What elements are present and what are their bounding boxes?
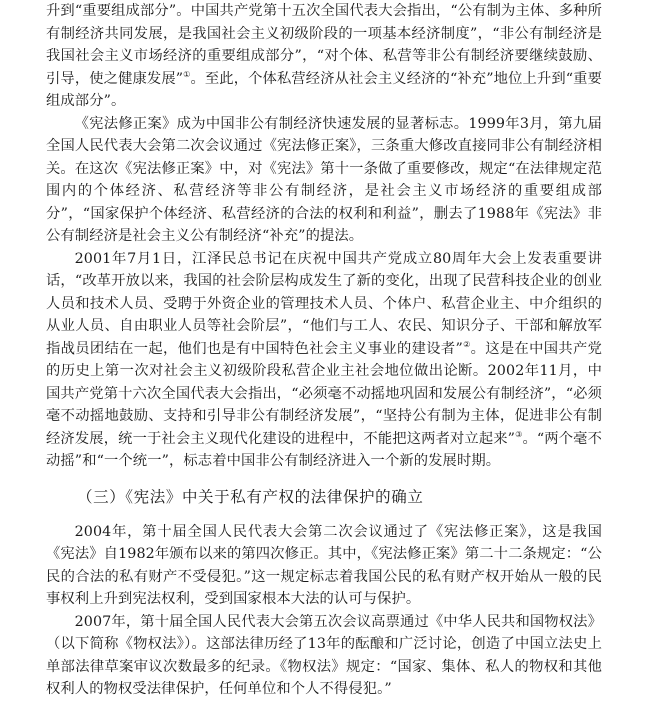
paragraph-text-tail: 。至此，个体私营经济从社会主义经济的“补充”地位上升到“重要组成部分”。 [46, 70, 602, 109]
paragraph-continued [46, 0, 602, 113]
paragraph-property-law-2007: 2007年，第十届全国人民代表大会第五次会议高票通过《中华人民共和国物权法》（以下简称《物权法》）。这部法律历经了13年的酝酿和广泛讨论，创造了中国立法史上单部法律草案审议次数最多的纪录。《物权法》规定：“国家、集体、私人的物权和其他权利人的物权受法律保护，任何单位和个人不得侵犯。” [46, 613, 602, 697]
paragraph-amendment-2004: 2004年，第十届全国人民代表大会第二次会议通过了《宪法修正案》，这是我国《宪法》自1982年颁布以来的第四次修正。其中，《宪法修正案》第二十二条规定：“公民的合法的私有财产不受侵犯。”这一规定标志着我国公民的私有财产权开始从一般的民事权利上升到宪法权利，受到国家根本大法的认可与保护。 [46, 523, 602, 607]
footnote-marker-1[interactable]: ① [183, 69, 191, 79]
paragraph-text: 升到“重要组成部分”。中国共产党第十五次全国代表大会指出，“公有制为主体、多种所有制经济共同发展，是我国社会主义初级阶段的一项基本经济制度”，“非公有制经济是我国社会主义市场经济的重要组成部分”，“对个体、私营等非公有制经济要继续鼓励、引导，使之健康发展” [46, 3, 602, 87]
paragraph-text: 2001年7月1日，江泽民总书记在庆祝中国共产党成立80周年大会上发表重要讲话，“改革开放以来，我国的社会阶层构成发生了新的变化，出现了民营科技企业的创业人员和技术人员、受聘于外资企业的管理技术人员、个体户、私营企业主、中介组织的从业人员、自由职业人员等社会阶层”，“他们与工人、农民、知识分子、干部和解放军指战员团结在一起，他们也是有中国特色社会主义事业的建设者” [46, 250, 602, 357]
footnote-marker-3[interactable]: ③ [515, 429, 523, 439]
footnote-marker-2[interactable]: ② [462, 339, 471, 349]
paragraph-text-middle: 。这是在中国共产党的历史上第一次对社会主义初级阶段私营企业主社会地位做出论断。2002年11月，中国共产党第十六次全国代表大会指出，“必须毫不动摇地巩固和发展公有制经济”，“必须毫不动摇地鼓励、支持和引导非公有制经济发展”，“坚持公有制为主体，促进非公有制经济发展，统一于社会主义现代化建设的进程中，不能把这两者对立起来” [46, 340, 602, 447]
document-page [46, 0, 602, 701]
section-heading: （三）《宪法》中关于私有产权的法律保护的确立 [77, 487, 424, 506]
paragraph-text-tail: 。“两个毫不动摇”和“一个统一”，标志着中国非公有制经济进入一个新的发展时期。 [46, 430, 602, 469]
paragraph-speech-2001 [46, 248, 602, 473]
paragraph-constitution-amendment-1999: 《宪法修正案》成为中国非公有制经济快速发展的显著标志。1999年3月，第九届全国人民代表大会第二次会议通过《宪法修正案》，三条重大修改直接同非公有制经济相关。在这次《宪法修正案》中，对《宪法》第十一条做了重要修改，规定“在法律规定范围内的个体经济、私营经济等非公有制经济，是社会主义市场经济的重要组成部分”，“国家保护个体经济、私营经济的合法的权利和利益”，删去了1988年《宪法》非公有制经济是社会主义公有制经济“补充”的提法。 [46, 115, 602, 244]
